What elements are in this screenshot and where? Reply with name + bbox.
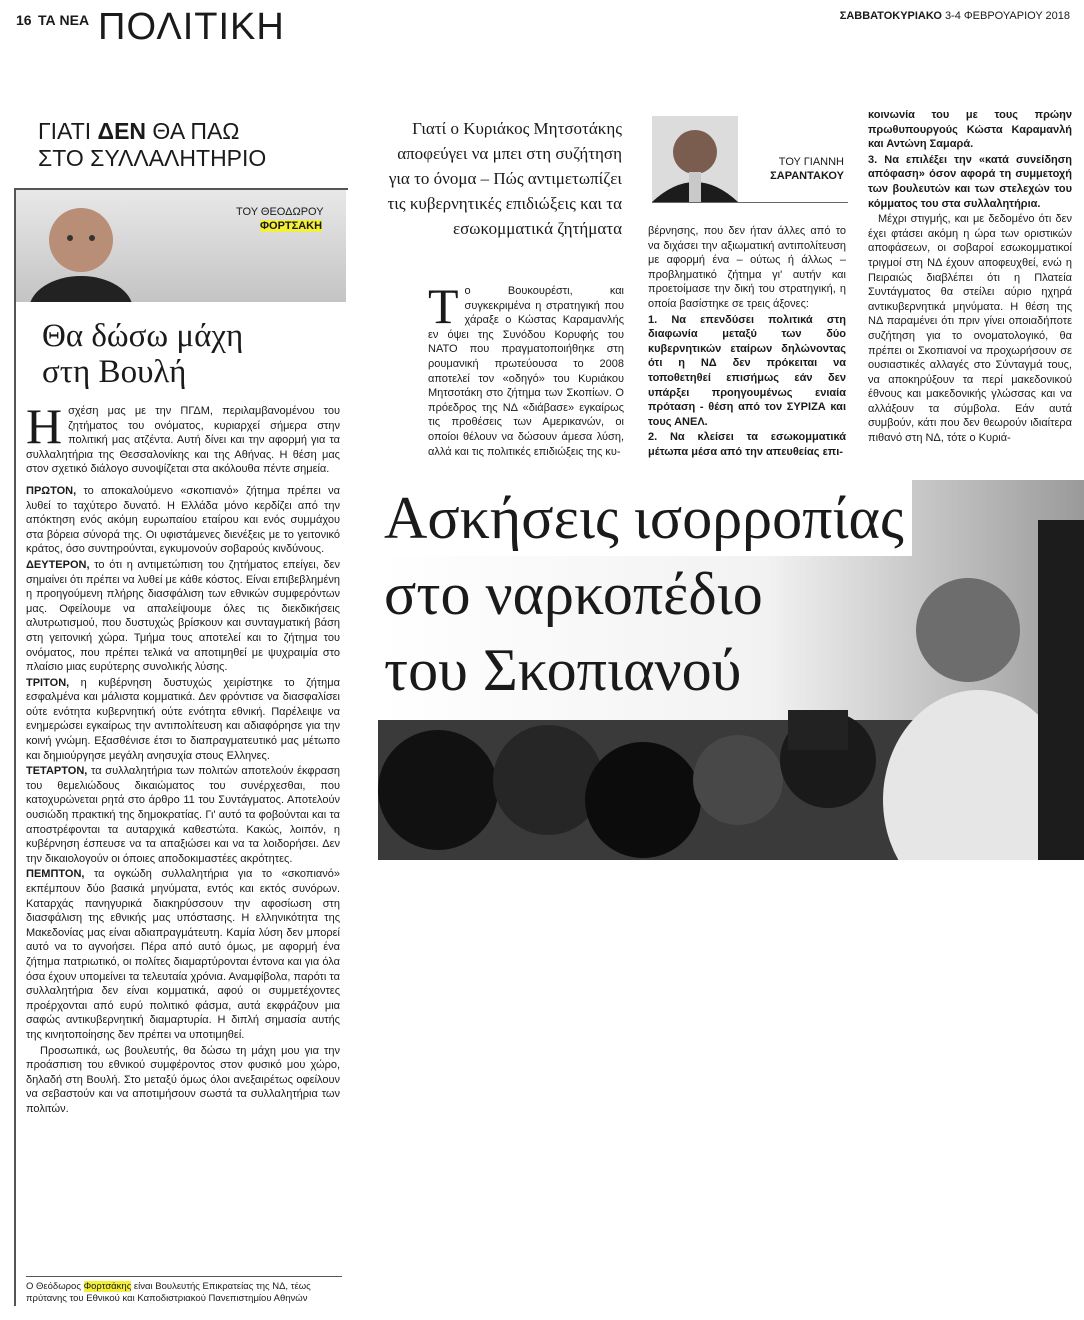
point-4-lead: ΤΕΤΑΡΤΟΝ,: [26, 765, 88, 778]
column-3-text-1: κοινωνία του με τους πρώην πρωθυπουργούς Κώστα Καραμανλή και Αντώνη Σαμαρά.: [868, 109, 1072, 151]
author-portrait: [26, 190, 136, 302]
edition-date: [840, 10, 1070, 22]
point-5-text: τα ογκώδη συλλαλητήρια για το «σκοπιανό» εκπέμπουν δύο βασικά μηνύματα, εντός και εκτός συνόρων. Καταρχάς πανηγυρικά διακηρύσσουν την αφοσίωση στη διασφάλιση της εθνικής μας υπόστασης. Η ελληνικότητα της Μακεδονίας μας είναι αδιαπραγμάτευτη. Καμία λύση δεν μπορεί αυτό να το αγνοήσει. Πέρα από αυτό όμως, με αφορμή ένα ζήτημα πατριωτικό, οι πολίτες διαμαρτύρονται έντονα και για όλα όσα έχουν υπομείνει τα τελευταία χρόνια. Αναμφίβολα, παρότι τα συλλαλητήρια δεν είναι κομματικά, αφού οι συμμετέχοντες προέρχονται από ευρύ πολιτικό φάσμα, αυτά εκφράζουν μια σαφώς αντικυβερνητική διαμαρτυρία. Η διπλή σημασία αυτής της κινητοποίησης δεν πρέπει να υποτιμηθεί.: [26, 868, 340, 1041]
column-1-paragraph: [428, 278, 624, 459]
closing-text: Προσωπικά, ως βουλευτής, θα δώσω τη μάχη μου για την προάσπιση του εθνικού συμφέροντος στον φυσικό μου χώρο, δηλαδή στη Βουλή. Στο μεταξύ όμως όλοι ανεξαιρέτως οφείλουν να σεβαστούν και να αποτιμήσουν σωστά τα συλλαλητήρια των πολιτών.: [26, 1044, 340, 1115]
point-1-text: το αποκαλούμενο «σκοπιανό» ζήτημα πρέπει να λυθεί το ταχύτερο δυνατό. Η Ελλάδα μόνο κερδίζει από την απόκτηση ενός ακόμη ευρωπαίου εταίρου και ενός συμμάχου στα βόρεια σύνορά της. Οι υφιστάμενες διενέξεις με το γειτονικό κράτος, όσο συντηρούνται, εγκυμονούν σοβαρούς κινδύνους.: [26, 484, 340, 556]
issue-date: 3-4 ΦΕΒΡΟΥΑΡΙΟΥ 2018: [944, 10, 1070, 22]
page-number: 16: [16, 12, 32, 28]
column-3: [868, 108, 1072, 447]
point-3-lead: ΤΡΙΤΟΝ,: [26, 676, 70, 689]
byline-line-2: ΣΑΡΑΝΤΑΚΟΥ: [770, 170, 844, 182]
masthead-left: [12, 8, 312, 52]
bio-name: Φορτσάκης: [83, 1281, 132, 1292]
point-4: [26, 764, 340, 866]
kicker-word-2: ΘΑ ΠΑΩ: [152, 118, 240, 144]
point-2: [26, 558, 340, 675]
point-2-text: το ότι η αντιμετώπιση του ζητήματος επείγει, δεν σημαίνει ότι πρέπει να λυθεί με κάθε κόστος. Είναι επιβεβλημένη η προηγούμενη πλήρης διασφάλιση των εθνικών συμφερόντων μας. Οφείλουμε να απαλείψουμε όλες τις διεκδικήσεις αλυτρωτισμού, που δυστυχώς βρίσκουν και συνταγματική βάση στη γειτονική χώρα. Τμήμα τους αποτελεί και το ζήτημα του ονόματος, που πρέπει τελικά να αποτιμηθεί με ψυχραιμία στο πλαίσιο μιας ευρύτερης συνολικής λύσης.: [26, 558, 340, 674]
title-line-2: στη Βουλή: [42, 354, 187, 390]
headline-line-1: Ασκήσεις ισορροπίας: [384, 480, 912, 556]
kicker-line-1: [38, 118, 328, 145]
intro-paragraph: [26, 398, 340, 477]
kicker-bold-word: ΔΕΝ: [97, 118, 147, 144]
headline-line-3: του Σκοπιανού: [384, 637, 742, 703]
point-4-text: τα συλλαλητήρια των πολιτών αποτελούν έκφραση του θεμελιώδους δικαιώματος του συνέρχεσθαι, που κατοχυρώνεται ρητά στο άρθρο 11 του Συντάγματος. Αποτελούν ουσιώδη πρακτική της δημοκρατίας. Γι' αυτό τα φοβούνται και τα αποστρέφονται τα αυταρχικά καθεστώτα. Κακώς, λοιπόν, η κυβέρνηση έσπευσε να τα απαξιώσει και να τα λοιδορήσει. Δεν την δικαιολογούν οι όποιες αποδοκιμαστέες ακρότητες.: [26, 765, 340, 865]
closing-paragraph: [26, 1044, 340, 1117]
point-5: [26, 867, 340, 1042]
section-name: ΠΟΛΙΤΙΚΗ: [98, 6, 285, 48]
headline: [384, 480, 912, 708]
news-photo: [378, 480, 1084, 860]
author-box-sarantakos: [652, 116, 848, 203]
article-deck: Γιατί ο Κυριάκος Μητσοτάκης αποφεύγει να μπει στη συζήτηση για το όνομα – Πώς αντιμετωπίζει τις κυβερνητικές επιδιώξεις και τα εσωκομματικά ζητήματα: [387, 119, 622, 238]
byline-prefix: ΤΟΥ ΘΕΟΔΩΡΟΥ: [236, 206, 324, 218]
intro-text: σχέση μας με την ΠΓΔΜ, περιλαμβανομένου του ζητήματος του ονόματος, κυριαρχεί σήμερα στην πολιτική μας ατζέντα. Αυτή δίνει και την αφορμή για τα συλλαλητήρια της Θεσσαλονίκης και της Αθήνας. Η θέση μας στον σχετικό διάλογο συνοψίζεται στα ακόλουθα πέντε σημεία.: [26, 405, 340, 476]
column-2: [648, 224, 846, 461]
author-portrait: [652, 116, 738, 202]
column-2-text-2: 1. Να επενδύσει πολιτικά στη διαφωνία μεταξύ των δύο κυβερνητικών εταίρων δηλώνοντας ότι η ΝΔ δεν πρόκειται να τοποθετηθεί επισήμως εάν δεν υπάρξει προηγουμένως ενιαία πρόταση - θέση από τον ΣΥΡΙΖΑ και τους ΑΝΕΛ.: [648, 313, 846, 428]
drop-cap: Τ: [428, 278, 459, 334]
column-1-text: ο Βουκουρέστι, και συγκεκριμένα η στρατηγική που χάραξε ο Κώστας Καραμανλής εν όψει της Συνόδου Κορυφής του ΝΑΤΟ που πραγματοποιήθηκε στη ρουμανική πρωτεύουσα το 2008 αποτελεί τον «οδηγό» του Κυριάκου Μητσοτάκη στο ζήτημα των Σκοπίων. Ο πρόεδρος της ΝΔ «διάβασε» εγκαίρως τις προθέσεις των Αμερικανών, οι οποίοι θέλουν να δώσουν άμεσα λύση, αλλά και τις πολιτικές επιδιώξεις της κυ-: [428, 285, 624, 458]
bio-text-1: Ο Θεόδωρος: [26, 1281, 81, 1292]
headline-line-2: στο ναρκοπέδιο: [384, 561, 763, 627]
column-2-text-1: βέρνησης, που δεν ήταν άλλες από το να διχάσει την αξιωματική αντιπολίτευση με αφορμή ένα – ούτως ή άλλως – προβληματικό ζήτημα γι' αυτήν και προετοίμασε την δική του στρατηγική, η οποία βασίστηκε σε τρεις άξονες:: [648, 225, 846, 310]
drop-cap: Η: [26, 398, 63, 454]
point-1-lead: ΠΡΩΤΟΝ,: [26, 484, 77, 497]
kicker-line-2: ΣΤΟ ΣΥΛΛΑΛΗΤΗΡΙΟ: [38, 145, 267, 171]
edition-name: ΣΑΒΒΑΤΟΚΥΡΙΑΚΟ: [839, 10, 942, 22]
title-line-1: Θα δώσω μάχη: [42, 318, 244, 354]
column-3-text-2: 3. Να επιλέξει την «κατά συνείδηση απόφαση» όσον αφορά τη συμμετοχή των βουλευτών και των στελεχών του κόμματος του στα συλλαλητήρια.: [868, 153, 1072, 210]
point-3-text: η κυβέρνηση δυστυχώς χειρίστηκε το ζήτημα εσφαλμένα και μάλιστα κομματικά. Δεν φρόντισε να διασφαλίσει ούτε ενότητα κυβερνητική ούτε ενότητα εθνική. Παρέλειψε να ενημερώσει εγκαίρως την αντιπολίτευση και αδιαφόρησε για την κοινή γνώμη. Εξασθένισε έτσι το διαπραγματευτικό μας μέτωπο και δημιούργησε μεγάλη ανησυχία στους Ελληνες.: [26, 676, 340, 762]
opinion-box: [14, 188, 348, 1306]
point-2-lead: ΔΕΥΤΕΡΟΝ,: [26, 558, 90, 571]
byline-name: ΦΟΡΤΣΑΚΗ: [260, 220, 323, 232]
opinion-body: [26, 398, 340, 1118]
byline-line-1: ΤΟΥ ΓΙΑΝΝΗ: [778, 156, 844, 168]
column-3-text-3: Μέχρι στιγμής, και με δεδομένο ότι δεν έχει φτάσει ακόμη η ώρα των οριστικών αποφάσεων, οι σοβαροί εσωκομματικοί τριγμοί στη ΝΔ έχουν αποφευχθεί, ενώ η Πειραιώς διαβλέπει ότι η Πλατεία Συντάγματος θα στείλει αύριο ηχηρά αντικυβερνητικά μηνύματα. Η θέση της ΝΔ παραμένει ότι πριν γίνει οποιαδήποτε συζήτηση για το ονοματολογικό, θα πρέπει οι Σκοπιανοί να προχωρήσουν σε ουσιαστικές αλλαγές στο Σύνταγμά τους, να αποκηρύξουν τα περί μακεδονικού έθνους και μακεδονικής γλώσσας και να αλλάξουν τα σύμβολα. Εάν αυτά συμβούν, κάτι που δεν θεωρούν ιδιαίτερα πιθανό στη ΝΔ, τότε ο Κυριά-: [868, 213, 1072, 445]
kicker-word-1: ΓΙΑΤΙ: [38, 118, 92, 144]
author-bio: [26, 1276, 342, 1305]
author-photo-fortsakis: [16, 190, 346, 302]
bio-text-2: είναι Βουλευτής Επικρατείας της ΝΔ, τέως πρύτανης του Εθνικού και Καποδιστριακού Πανεπιστημίου Αθηνών: [26, 1281, 311, 1304]
opinion-kicker: [38, 118, 328, 172]
column-1: [428, 278, 624, 460]
opinion-title: [42, 318, 243, 390]
paper-name: ΤΑ ΝΕΑ: [38, 12, 90, 28]
point-3: [26, 676, 340, 764]
point-5-lead: ΠΕΜΠΤΟΝ,: [26, 868, 85, 881]
point-1: [26, 484, 340, 557]
column-2-text-3: 2. Να κλείσει τα εσωκομματικά μέτωπα μέσα από την απευθείας επι-: [648, 431, 846, 458]
